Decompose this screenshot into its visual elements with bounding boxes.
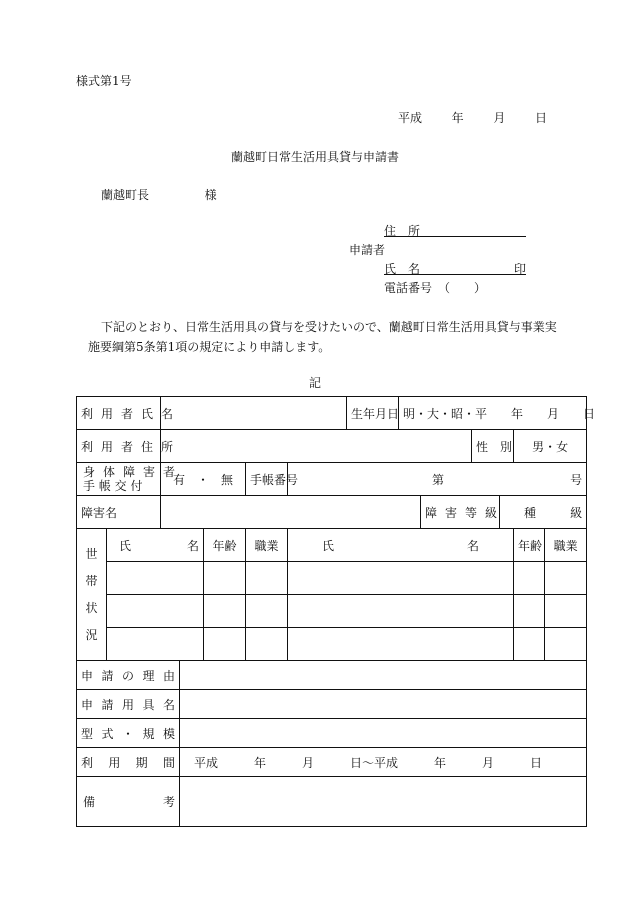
phone-label: 電話番号 （ ）	[384, 281, 487, 295]
name-label: 氏 名	[384, 262, 421, 276]
household-header-row	[77, 529, 587, 562]
body-text-line-1: 下記のとおり、日常生活用具の貸与を受けたいので、蘭越町日常生活用具貸与事業実	[101, 320, 557, 334]
period-label: 利用期間	[77, 748, 180, 777]
grade-kyu: 級	[570, 505, 583, 520]
sex-field[interactable]: 男・女	[514, 430, 587, 463]
row-handbook	[77, 463, 587, 496]
date-day: 日	[535, 111, 548, 125]
household-char-4: 況	[85, 627, 98, 642]
addressee	[101, 186, 217, 203]
reason-field[interactable]	[180, 661, 587, 690]
date-month: 月	[493, 111, 506, 125]
household-label	[77, 529, 107, 661]
hh-cell[interactable]	[204, 562, 246, 595]
household-row	[77, 562, 587, 595]
hh-cell[interactable]	[246, 595, 288, 628]
user-address-label: 利用者住所	[77, 430, 161, 463]
hh-name-2: 名	[187, 538, 200, 553]
row-user-address	[77, 430, 587, 463]
equipment-label: 申請用具名	[77, 690, 180, 719]
user-name-label: 利用者氏名	[77, 397, 161, 430]
disability-grade-field[interactable]	[500, 496, 587, 529]
remarks-char-2: 考	[163, 795, 176, 809]
birth-label: 生年月日	[347, 397, 399, 430]
model-label: 型式・規模	[77, 719, 180, 748]
hh-cell[interactable]	[514, 595, 545, 628]
disability-name-label: 障害名	[77, 496, 161, 529]
row-reason	[77, 661, 587, 690]
applicant-label: 申請者	[349, 243, 386, 257]
row-disability	[77, 496, 587, 529]
hh-cell[interactable]	[107, 595, 204, 628]
handbook-label-line-2: 手 帳 交 付	[83, 479, 143, 493]
hh-cell[interactable]	[204, 628, 246, 661]
addressee-name: 蘭越町長	[101, 188, 150, 202]
user-address-field[interactable]	[161, 430, 472, 463]
handbook-label	[77, 463, 184, 496]
row-remarks	[77, 777, 587, 827]
hh-name-2-right: 名	[467, 538, 480, 553]
birth-field[interactable]: 明・大・昭・平 年 月 日	[399, 397, 587, 430]
reason-label: 申請の理由	[77, 661, 180, 690]
handbook-label-line-1: 身体障害者	[83, 465, 184, 479]
hh-name-1-right: 氏	[322, 538, 335, 553]
hh-name-1: 氏	[119, 538, 132, 553]
remarks-char-1: 備	[83, 795, 96, 809]
hh-cell[interactable]	[204, 595, 246, 628]
hh-cell[interactable]	[107, 562, 204, 595]
row-model	[77, 719, 587, 748]
user-name-field[interactable]	[161, 397, 347, 430]
handbook-number-label: 手帳番号	[246, 463, 288, 496]
household-row	[77, 595, 587, 628]
row-equipment	[77, 690, 587, 719]
address-underline	[384, 236, 526, 237]
hh-age-header-right: 年齢	[514, 529, 545, 562]
period-field[interactable]: 平成 年 月 日〜平成 年 月 日	[180, 748, 587, 777]
model-field[interactable]	[180, 719, 587, 748]
hh-cell[interactable]	[246, 562, 288, 595]
household-char-2: 帯	[85, 573, 98, 588]
household-row	[77, 628, 587, 661]
disability-grade-label: 障害等級	[421, 496, 500, 529]
hh-cell[interactable]	[288, 562, 514, 595]
address-label: 住 所	[384, 224, 421, 238]
body-text-line-2: 施要綱第5条第1項の規定により申請します。	[88, 340, 331, 354]
date-line	[398, 109, 547, 126]
addressee-honorific: 様	[204, 188, 217, 202]
hh-cell[interactable]	[545, 628, 587, 661]
household-char-1: 世	[85, 546, 98, 561]
hh-cell[interactable]	[545, 595, 587, 628]
sex-label: 性 別	[472, 430, 514, 463]
hh-name-header-left	[107, 529, 204, 562]
hh-cell[interactable]	[107, 628, 204, 661]
hh-cell[interactable]	[514, 562, 545, 595]
handbook-number-field[interactable]	[288, 463, 587, 496]
name-underline	[384, 274, 526, 275]
date-era: 平成	[398, 111, 423, 125]
hh-cell[interactable]	[288, 628, 514, 661]
hh-cell[interactable]	[545, 562, 587, 595]
disability-name-field[interactable]	[161, 496, 421, 529]
hh-cell[interactable]	[288, 595, 514, 628]
hh-cell[interactable]	[514, 628, 545, 661]
handbook-dai: 第	[432, 472, 445, 487]
row-user-name	[77, 397, 587, 430]
equipment-field[interactable]	[180, 690, 587, 719]
ki-heading: 記	[308, 376, 321, 390]
row-period	[77, 748, 587, 777]
hh-job-header-left: 職業	[246, 529, 288, 562]
household-char-3: 状	[85, 600, 98, 615]
form-number: 様式第1号	[76, 74, 132, 88]
hh-age-header-left: 年齢	[204, 529, 246, 562]
handbook-yes-no[interactable]: 有 ・ 無	[161, 463, 246, 496]
seal-mark: 印	[514, 262, 527, 276]
application-table	[76, 396, 596, 827]
grade-shu: 種	[524, 505, 537, 520]
handbook-go: 号	[570, 472, 583, 487]
hh-name-header-right	[288, 529, 514, 562]
remarks-label	[77, 777, 180, 827]
date-year: 年	[451, 111, 464, 125]
hh-cell[interactable]	[246, 628, 288, 661]
document-title: 蘭越町日常生活用具貸与申請書	[230, 150, 399, 164]
hh-job-header-right: 職業	[545, 529, 587, 562]
remarks-field[interactable]	[180, 777, 587, 827]
